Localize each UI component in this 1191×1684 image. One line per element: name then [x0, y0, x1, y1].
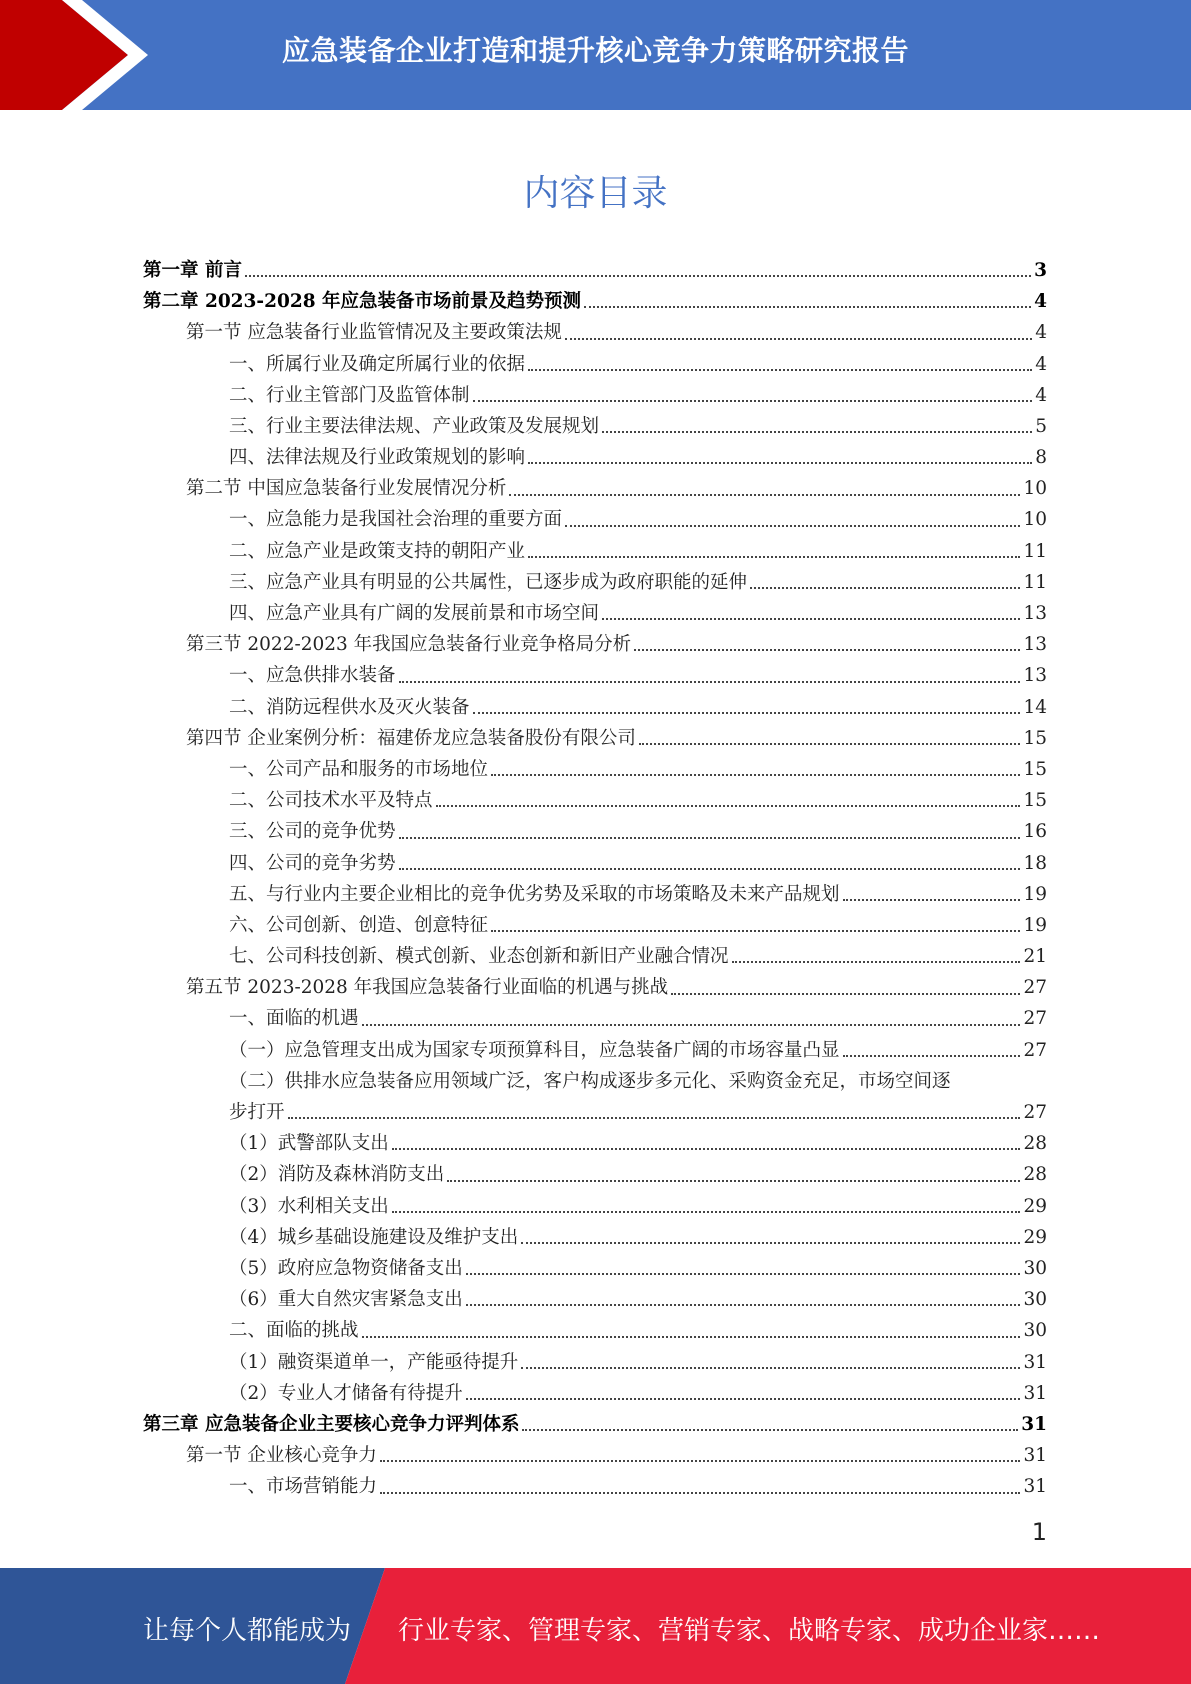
toc-dot-leader: [522, 1429, 1018, 1431]
header-band: [0, 0, 1191, 110]
toc-entry-label: 第五节 2023-2028 年我国应急装备行业面临的机遇与挑战: [186, 977, 669, 999]
toc-entry-label: 四、法律法规及行业政策规划的影响: [229, 447, 526, 469]
toc-entry-page: 10: [1023, 509, 1047, 531]
toc-entry[interactable]: [143, 848, 1047, 879]
toc-dot-leader: [584, 306, 1031, 308]
table-of-contents: [143, 255, 1047, 1503]
toc-dot-leader: [565, 338, 1032, 340]
toc-entry[interactable]: [143, 442, 1047, 473]
toc-entry-page: 4: [1034, 291, 1047, 313]
toc-entry-label: 步打开: [229, 1102, 285, 1124]
toc-entry[interactable]: [143, 317, 1047, 348]
toc-entry-label: 二、公司技术水平及特点: [229, 790, 433, 812]
toc-dot-leader: [639, 743, 1021, 745]
toc-dot-leader: [843, 899, 1021, 901]
toc-dot-leader: [380, 1492, 1020, 1494]
toc-entry[interactable]: [143, 1159, 1047, 1190]
toc-dot-leader: [521, 1367, 1020, 1369]
toc-dot-leader: [399, 837, 1021, 839]
toc-entry-page: 31: [1023, 1351, 1047, 1373]
toc-dot-leader: [528, 369, 1032, 371]
toc-entry-label: 一、应急能力是我国社会治理的重要方面: [229, 509, 563, 531]
toc-entry[interactable]: [143, 567, 1047, 598]
toc-entry[interactable]: [143, 1378, 1047, 1409]
toc-entry[interactable]: [143, 816, 1047, 847]
toc-entry-label: 一、面临的机遇: [229, 1008, 359, 1030]
toc-entry-page: 27: [1023, 1039, 1047, 1061]
toc-entry-page: 28: [1023, 1133, 1047, 1155]
toc-entry[interactable]: [143, 692, 1047, 723]
footer-slogan-right: 行业专家、管理专家、营销专家、战略专家、成功企业家……: [398, 1616, 1101, 1646]
toc-entry-page: 8: [1035, 447, 1047, 469]
toc-entry[interactable]: [143, 1253, 1047, 1284]
toc-entry[interactable]: [143, 411, 1047, 442]
toc-entry-label: 第三章 应急装备企业主要核心竞争力评判体系: [143, 1413, 520, 1435]
toc-entry-page: 4: [1035, 384, 1047, 406]
toc-entry-label: 一、所属行业及确定所属行业的依据: [229, 353, 526, 375]
toc-entry-label: 七、公司科技创新、模式创新、业态创新和新旧产业融合情况: [229, 946, 729, 968]
toc-entry[interactable]: [143, 1035, 1047, 1066]
toc-entry[interactable]: [143, 286, 1047, 317]
toc-entry-label: 三、应急产业具有明显的公共属性，已逐步成为政府职能的延伸: [229, 571, 748, 593]
toc-entry-page: 4: [1035, 353, 1047, 375]
toc-entry-page: 19: [1023, 914, 1047, 936]
footer-slogan-left: 让每个人都能成为: [143, 1616, 352, 1646]
toc-dot-leader: [509, 494, 1020, 496]
toc-entry-page: 11: [1023, 571, 1047, 593]
toc-entry-page: 27: [1023, 977, 1047, 999]
toc-dot-leader: [843, 1055, 1021, 1057]
toc-entry[interactable]: [143, 629, 1047, 660]
toc-dot-leader: [473, 400, 1033, 402]
toc-entry-page: 31: [1023, 1382, 1047, 1404]
toc-dot-leader: [362, 1336, 1021, 1338]
toc-entry-page: 28: [1023, 1164, 1047, 1186]
toc-entry[interactable]: [143, 1128, 1047, 1159]
toc-dot-leader: [436, 805, 1021, 807]
toc-entry-page: 31: [1023, 1445, 1047, 1467]
toc-entry-label: 一、市场营销能力: [229, 1476, 378, 1498]
toc-entry[interactable]: [143, 660, 1047, 691]
toc-dot-leader: [399, 681, 1021, 683]
toc-entry[interactable]: [143, 879, 1047, 910]
toc-dot-leader: [392, 1148, 1021, 1150]
toc-entry-label: 三、公司的竞争优势: [229, 821, 396, 843]
toc-entry-label: 五、与行业内主要企业相比的竞争优劣势及采取的市场策略及未来产品规划: [229, 883, 840, 905]
toc-entry[interactable]: [143, 505, 1047, 536]
toc-entry-label: 第一节 企业核心竞争力: [186, 1445, 377, 1467]
toc-entry-label: 第一节 应急装备行业监管情况及主要政策法规: [186, 322, 562, 344]
toc-entry[interactable]: [143, 1409, 1047, 1440]
toc-entry-label: 一、公司产品和服务的市场地位: [229, 758, 489, 780]
page-number: 1: [1031, 1518, 1047, 1546]
toc-entry-label: 二、消防远程供水及灭火装备: [229, 696, 470, 718]
toc-entry-page: 15: [1023, 790, 1047, 812]
toc-entry-page: 30: [1023, 1289, 1047, 1311]
toc-entry[interactable]: [143, 1097, 1047, 1128]
toc-entry[interactable]: [143, 1315, 1047, 1346]
toc-entry-label: 四、公司的竞争劣势: [229, 852, 396, 874]
toc-entry[interactable]: [143, 1222, 1047, 1253]
toc-entry[interactable]: [143, 972, 1047, 1003]
toc-entry[interactable]: [143, 1191, 1047, 1222]
toc-dot-leader: [362, 1024, 1021, 1026]
toc-entry-label: （1）武警部队支出: [229, 1133, 389, 1155]
toc-entry-label: 第二节 中国应急装备行业发展情况分析: [186, 478, 507, 500]
toc-entry-label: （6）重大自然灾害紧急支出: [229, 1289, 463, 1311]
toc-entry-label: （2）专业人才储备有待提升: [229, 1382, 463, 1404]
toc-entry-page: 19: [1023, 883, 1047, 905]
toc-entry-label: （3）水利相关支出: [229, 1195, 389, 1217]
toc-dot-leader: [565, 525, 1020, 527]
toc-dot-leader: [392, 1211, 1021, 1213]
toc-entry[interactable]: [143, 536, 1047, 567]
toc-entry-page: 27: [1023, 1008, 1047, 1030]
toc-entry-page: 30: [1023, 1257, 1047, 1279]
toc-entry-label: 二、行业主管部门及监管体制: [229, 384, 470, 406]
toc-dot-leader: [528, 556, 1020, 558]
toc-entry-page: 11: [1023, 540, 1047, 562]
toc-entry-page: 13: [1023, 603, 1047, 625]
toc-entry-label: 一、应急供排水装备: [229, 665, 396, 687]
toc-title: 内容目录: [523, 173, 668, 214]
toc-entry[interactable]: [143, 941, 1047, 972]
toc-entry-page: 31: [1021, 1413, 1047, 1435]
toc-entry[interactable]: [143, 1004, 1047, 1035]
toc-entry[interactable]: [143, 380, 1047, 411]
toc-entry-page: 21: [1023, 946, 1047, 968]
toc-entry[interactable]: [143, 723, 1047, 754]
toc-entry[interactable]: [143, 349, 1047, 380]
toc-entry-page: 13: [1023, 634, 1047, 656]
toc-entry-page: 27: [1023, 1102, 1047, 1124]
toc-entry-page: 4: [1035, 322, 1047, 344]
toc-entry-page: 29: [1023, 1226, 1047, 1248]
toc-entry-label: 三、行业主要法律法规、产业政策及发展规划: [229, 415, 600, 437]
toc-dot-leader: [732, 961, 1021, 963]
toc-dot-leader: [750, 587, 1020, 589]
toc-entry[interactable]: [143, 1440, 1047, 1471]
toc-entry-page: 30: [1023, 1320, 1047, 1342]
toc-entry[interactable]: [143, 255, 1047, 286]
toc-entry-page: 13: [1023, 665, 1047, 687]
footer-band: [0, 1568, 1191, 1684]
toc-dot-leader: [602, 431, 1032, 433]
toc-dot-leader: [602, 618, 1020, 620]
toc-dot-leader: [245, 275, 1031, 277]
toc-dot-leader: [380, 1460, 1021, 1462]
toc-entry-page: 5: [1035, 415, 1047, 437]
toc-entry-page: 31: [1023, 1476, 1047, 1498]
toc-dot-leader: [466, 1304, 1021, 1306]
toc-dot-leader: [671, 993, 1020, 995]
toc-dot-leader: [466, 1273, 1021, 1275]
toc-dot-leader: [288, 1117, 1021, 1119]
toc-dot-leader: [447, 1180, 1020, 1182]
toc-entry-label: （一）应急管理支出成为国家专项预算科目，应急装备广阔的市场容量凸显: [229, 1039, 840, 1061]
toc-entry-wrapped-line[interactable]: （二）供排水应急装备应用领域广泛，客户构成逐步多元化、采购资金充足，市场空间逐: [229, 1070, 951, 1092]
toc-entry-label: （5）政府应急物资储备支出: [229, 1257, 463, 1279]
toc-entry[interactable]: [143, 473, 1047, 504]
toc-entry[interactable]: [143, 754, 1047, 785]
toc-dot-leader: [528, 462, 1032, 464]
toc-entry-label: （1）融资渠道单一，产能亟待提升: [229, 1351, 519, 1373]
toc-entry[interactable]: [143, 1471, 1047, 1502]
toc-entry-page: 10: [1023, 478, 1047, 500]
toc-dot-leader: [473, 712, 1021, 714]
toc-entry-label: （2）消防及森林消防支出: [229, 1164, 445, 1186]
toc-entry-page: 3: [1034, 259, 1047, 281]
toc-dot-leader: [521, 1242, 1020, 1244]
toc-dot-leader: [399, 868, 1021, 870]
toc-entry[interactable]: [143, 1347, 1047, 1378]
toc-entry-label: 第一章 前言: [143, 259, 242, 281]
toc-entry-label: （4）城乡基础设施建设及维护支出: [229, 1226, 519, 1248]
toc-entry-page: 15: [1023, 758, 1047, 780]
toc-entry-page: 15: [1023, 727, 1047, 749]
toc-dot-leader: [634, 649, 1020, 651]
toc-entry-page: 16: [1023, 821, 1047, 843]
toc-entry-label: 四、应急产业具有广阔的发展前景和市场空间: [229, 603, 600, 625]
toc-dot-leader: [466, 1398, 1021, 1400]
toc-entry-label: 二、面临的挑战: [229, 1320, 359, 1342]
toc-entry-page: 14: [1023, 696, 1047, 718]
toc-entry-label: 二、应急产业是政策支持的朝阳产业: [229, 540, 526, 562]
toc-entry-label: 第四节 企业案例分析：福建侨龙应急装备股份有限公司: [186, 727, 636, 749]
toc-dot-leader: [491, 774, 1020, 776]
toc-entry[interactable]: [143, 785, 1047, 816]
toc-entry-page: 18: [1023, 852, 1047, 874]
toc-entry-label: 六、公司创新、创造、创意特征: [229, 914, 489, 936]
toc-entry[interactable]: [143, 1284, 1047, 1315]
toc-entry-label: 第三节 2022-2023 年我国应急装备行业竞争格局分析: [186, 634, 632, 656]
toc-entry-label: 第二章 2023-2028 年应急装备市场前景及趋势预测: [143, 291, 582, 313]
report-title: 应急装备企业打造和提升核心竞争力策略研究报告: [281, 34, 909, 67]
toc-entry-page: 29: [1023, 1195, 1047, 1217]
toc-entry[interactable]: [143, 598, 1047, 629]
toc-entry[interactable]: [143, 910, 1047, 941]
toc-dot-leader: [491, 930, 1020, 932]
